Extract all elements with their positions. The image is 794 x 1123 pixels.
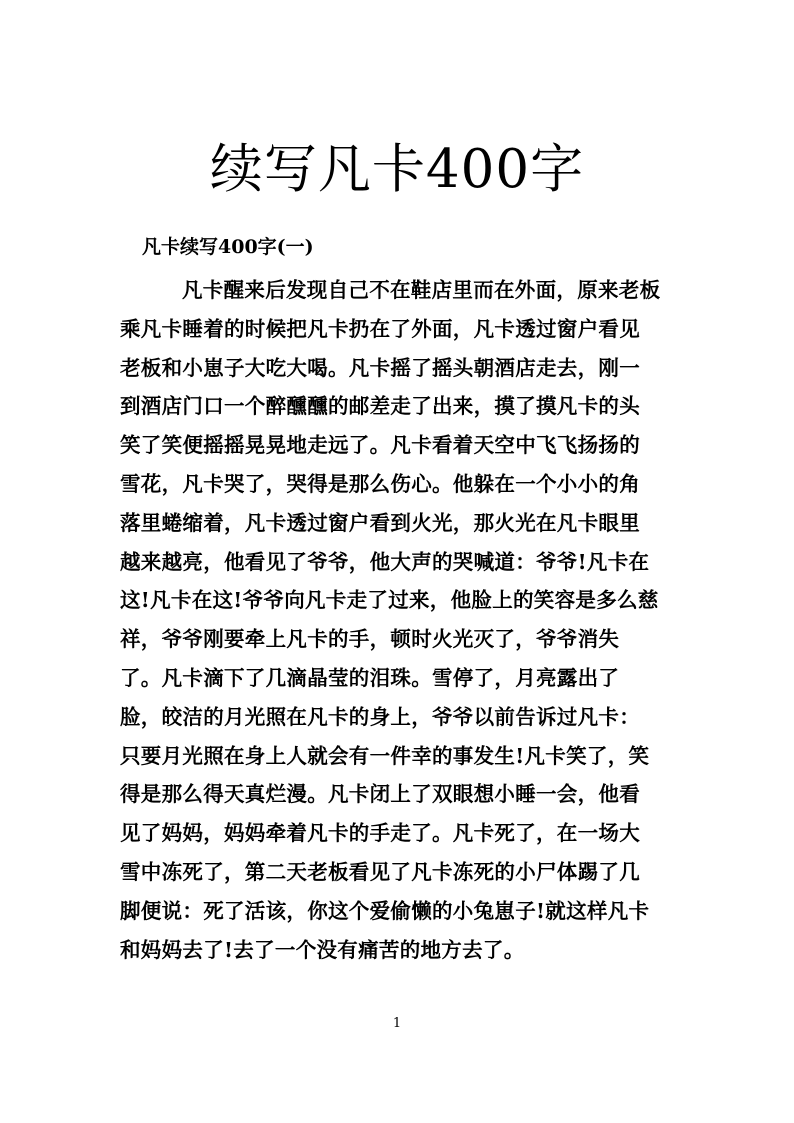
paragraph-line: 见了妈妈，妈妈牵着凡卡的手走了。凡卡死了，在一场大 (120, 821, 640, 846)
paragraph-line: 老板和小崽子大吃大喝。凡卡摇了摇头朝酒店走去，刚一 (120, 355, 640, 380)
paragraph-line: 雪中冻死了，第二天老板看见了凡卡冻死的小尸体踢了几 (120, 859, 640, 884)
paragraph-line: 凡卡醒来后发现自己不在鞋店里而在外面，原来老板 (182, 278, 661, 302)
paragraph-line: 乘凡卡睡着的时候把凡卡扔在了外面，凡卡透过窗户看见 (120, 316, 640, 341)
section-subtitle: 凡卡续写400字(一) (142, 236, 314, 258)
paragraph-line: 落里蜷缩着，凡卡透过窗户看到火光，那火光在凡卡眼里 (120, 510, 640, 535)
paragraph-line: 脸，皎洁的月光照在凡卡的身上，爷爷以前告诉过凡卡： (120, 704, 640, 729)
paragraph-line: 了。凡卡滴下了几滴晶莹的泪珠。雪停了，月亮露出了 (120, 665, 620, 690)
paragraph-line: 祥，爷爷刚要牵上凡卡的手，顿时火光灭了，爷爷消失 (120, 627, 620, 652)
paragraph-line: 雪花，凡卡哭了，哭得是那么伤心。他躲在一个小小的角 (120, 471, 640, 496)
paragraph-line: 笑了笑便摇摇晃晃地走远了。凡卡看着天空中飞飞扬扬的 (120, 433, 640, 458)
body-paragraph (120, 271, 680, 969)
document-title: 续写凡卡400字 (209, 139, 585, 200)
paragraph-line: 得是那么得天真烂漫。凡卡闭上了双眼想小睡一会，他看 (120, 782, 640, 807)
paragraph-line: 只要月光照在身上人就会有一件幸的事发生!凡卡笑了，笑 (120, 743, 650, 768)
paragraph-line: 越来越亮，他看见了爷爷，他大声的哭喊道：爷爷!凡卡在 (120, 549, 650, 574)
paragraph-line: 这!凡卡在这!爷爷向凡卡走了过来，他脸上的笑容是多么慈 (120, 588, 659, 613)
paragraph-line: 到酒店门口一个醉醺醺的邮差走了出来，摸了摸凡卡的头 (120, 394, 640, 419)
paragraph-line: 和妈妈去了!去了一个没有痛苦的地方去了。 (120, 937, 525, 962)
paragraph-line: 脚便说：死了活该，你这个爱偷懒的小兔崽子!就这样凡卡 (120, 898, 650, 923)
page-number: 1 (392, 1016, 402, 1031)
